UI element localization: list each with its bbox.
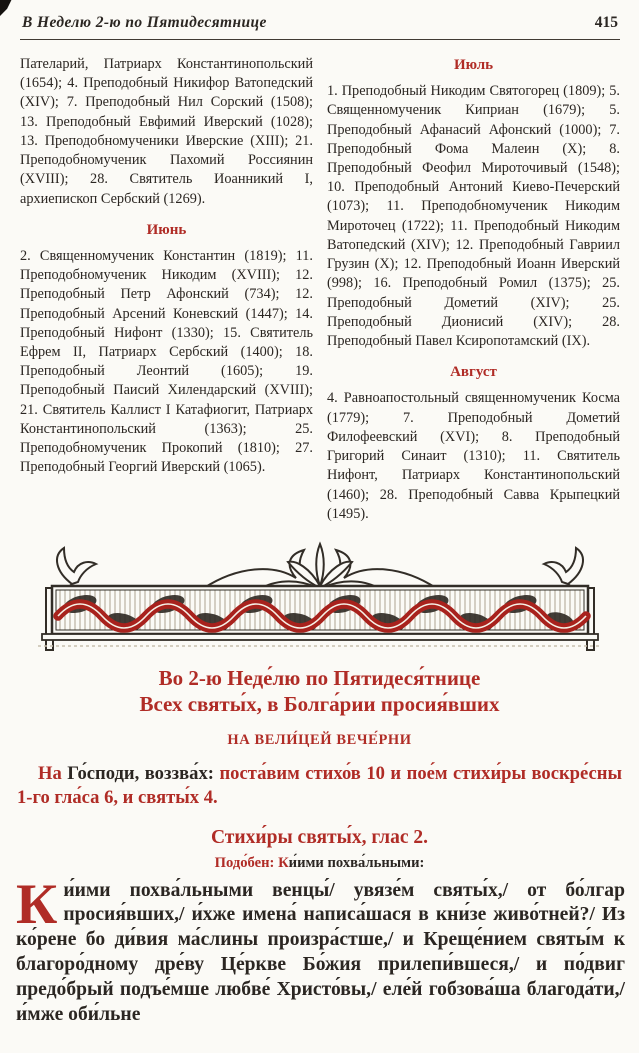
august-paragraph: 4. Равноапостольный священномученик Косма (1779); 7. Преподобный Дометий Филофеевский (XVI); 8. Преподобный Григорий Синаит (1310); 11. Святитель Нифонт, Патриарх Константинопольский (1460); 28. Преподобный Савва Крыпецкий (1495). xyxy=(327,390,620,522)
sticheron-dropcap: К xyxy=(16,872,58,936)
sticheron-text: и́ими похва́льными венцы́/ увязе́м святы́х,/ от бо́лгар просия́вших,/ и́хже имена́ написа́шася в кни́зе живо́тней?/ Из ко́рене бо ди́вия ма́слины произра́стше,/ и Креще́нием святы́м к благоро́дному дре́ву Це́ркве Бо́жия прилепи́вшеся,/ и по́двиг предо́брый подъе́мше любве́ Христо́вы,/ еле́й гобзова́ша благода́ти,/ и́мже оби́льне xyxy=(16,879,625,1025)
stichera-heading: Стихи́ры святы́х, глас 2. xyxy=(210,826,429,848)
calendar-columns xyxy=(0,40,639,524)
headpiece-ornament xyxy=(0,540,639,652)
month-heading-june: Июнь xyxy=(146,221,187,238)
june-paragraph: 2. Священномученик Константин (1819); 11. Преподобномученик Никодим (XVIII); 12. Преподобный Петр Афонский (734); 12. Преподобный Арсений Коневский (1447); 14. Преподобный Нифонт (1330); 15. Святитель Ефрем II, Патриарх Сербский (1400); 18. Преподобный Леонтий (1605); 19. Преподобный Паисий Хилендарский (XVIII); 21. Святитель Каллист I Катафиогит, Патриарх Константинопольский (1363); 25. Преподобномученик Прокопий (1810); 27. Преподобный Георгий Иверский (1065). xyxy=(20,247,313,476)
rubric-red-suffix: поста́вим стихо́в 10 и пое́м стихи́ры воскре́сны 1-го гла́са 6, и святы́х 4. xyxy=(17,763,622,809)
vespers-rubric xyxy=(17,762,622,810)
month-heading-july: Июль xyxy=(453,57,494,73)
month-heading-august: Август xyxy=(450,364,497,381)
running-title: В Неделю 2-ю по Пятидесятнице xyxy=(22,14,267,31)
feast-title-line2: Всех святы́х, в Болга́рии просия́вших xyxy=(139,691,500,716)
page-header xyxy=(0,0,639,32)
feast-title xyxy=(10,666,629,717)
page-number: 415 xyxy=(594,14,618,31)
sticheron-paragraph xyxy=(16,872,625,1028)
headpiece-ornament-engraving xyxy=(28,540,612,652)
feast-title-line1: Во 2-ю Неде́лю по Пятидеся́тнице xyxy=(158,665,481,690)
podoben-incipit xyxy=(278,855,424,871)
podoben-label: Подо́бен: xyxy=(214,854,275,871)
podoben-incipit-rest: и́ими похва́льными: xyxy=(288,854,425,871)
rubric-incipit: Го́споди, воззва́х: xyxy=(67,763,214,785)
podoben-line xyxy=(0,855,639,872)
july-paragraph: 1. Преподобный Никодим Святогорец (1809); 5. Священномученик Киприан (1679); 5. Преподобный Афанасий Афонский (1000); 7. Преподобный Фома Малеин (X); 8. Преподобный Феофил Мироточивый (1548); 10. Преподобный Антоний Киево-Печерский (1073); 11. Преподобномученик Никодим Мироточец (1722); 11. Преподобный Никодим Ватопедский (XIV); 12. Преподобный Гавриил Грузин (X); 12. Преподобный Иоанн Иверский (998); 16. Преподобный Ромил (1375); 25. Преподобный Дометий (XIV); 25. Преподобный Дионисий (XIV); 28. Преподобный Павел Ксиропотамский (IX). xyxy=(327,83,620,350)
column-right xyxy=(327,55,620,524)
rubric-red-prefix: На xyxy=(38,763,62,785)
podoben-initial: К xyxy=(278,854,289,871)
may-continuation-paragraph: Пателарий, Патриарх Константинопольский (1654); 4. Преподобный Никифор Ватопедский (XIV); 7. Преподобный Нил Сорский (1508); 13. Преподобный Евфимий Иверский (1028); 13. Преподобномученики Иверские (XIII); 21. Преподобномученик Пахомий Россиянин (XVIII); 28. Святитель Иоанникий I, архиепископ Сербский (1269). xyxy=(20,56,313,207)
great-vespers-heading: НА ВЕЛИ́ЦЕЙ ВЕЧЕ́РНИ xyxy=(227,732,412,749)
column-left xyxy=(20,55,313,524)
